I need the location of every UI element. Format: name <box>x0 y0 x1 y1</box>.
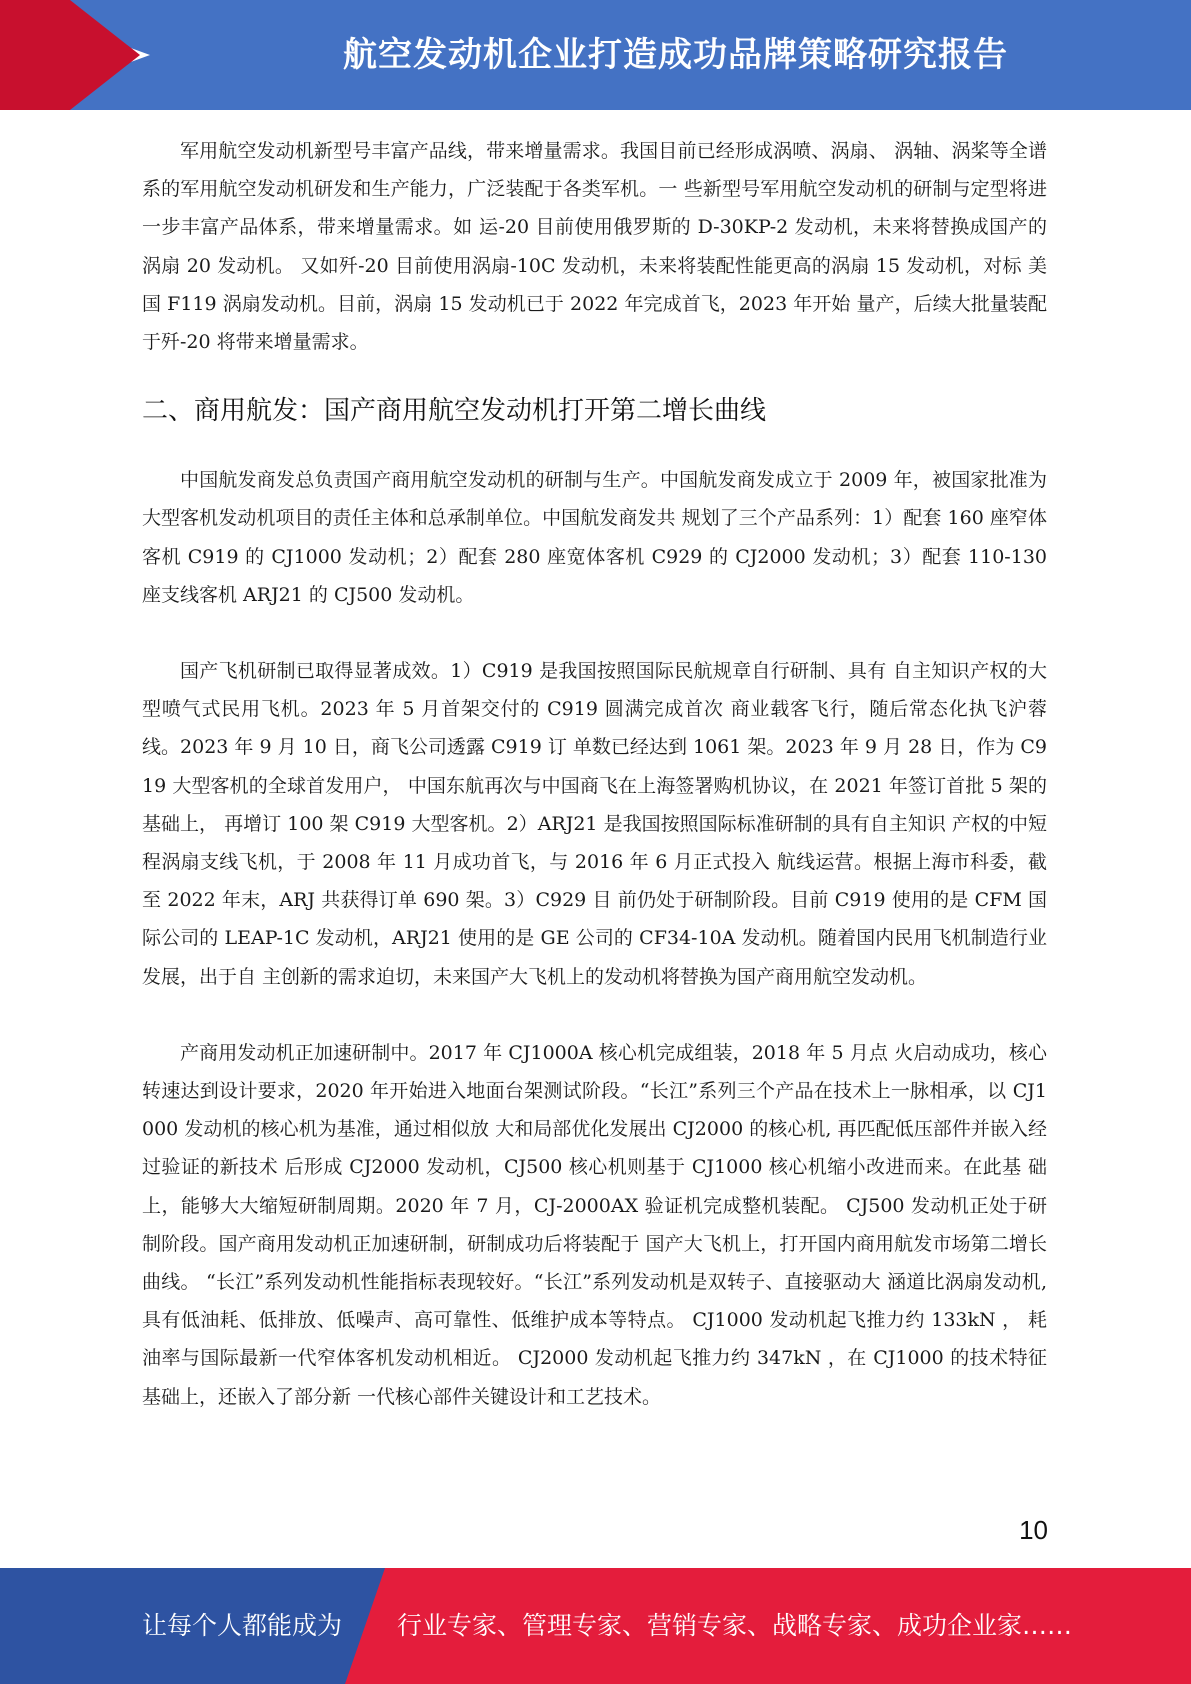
page-footer <box>0 1568 1191 1684</box>
page-number: 10 <box>1019 1515 1048 1545</box>
footer-slogan-right: 行业专家、管理专家、营销专家、战略专家、成功企业家…… <box>397 1611 1073 1640</box>
paragraph-domestic-aircraft: 国产飞机研制已取得显著成效。1）C919 是我国按照国际民航规章自行研制、具有 自主知识产权的大型喷气式民用飞机。2023 年 5 月首架交付的 C919 圆满完成首次 商业载客飞行，随后常态化执飞沪蓉线。2023 年 9 月 10 日，商飞公司透露 C919 订 单数已经达到 1061 架。2023 年 9 月 28 日，作为 C919 大型客机的全球首发用户， 中国东航再次与中国商飞在上海签署购机协议，在 2021 年签订首批 5 架的基础上， 再增订 100 架 C919 大型客机。2）ARJ21 是我国按照国际标准研制的具有自主知识 产权的中短程涡扇支线飞机，于 2008 年 11 月成功首飞，与 2016 年 6 月正式投入 航线运营。根据上海市科委，截至 2022 年末，ARJ 共获得订单 690 架。3）C929 目 前仍处于研制阶段。目前 C919 使用的是 CFM 国际公司的 LEAP-1C 发动机，ARJ21 使用的是 GE 公司的 CF34-10A 发动机。随着国内民用飞机制造行业发展，出于自 主创新的需求迫切，未来国产大飞机上的发动机将替换为国产商用航空发动机。 <box>142 660 1047 988</box>
footer-slogan-left: 让每个人都能成为 <box>142 1611 343 1640</box>
header-arrow-decoration <box>0 0 150 110</box>
section-heading: 二、商用航发：国产商用航空发动机打开第二增长曲线 <box>142 396 767 427</box>
page-header <box>0 0 1191 110</box>
main-content <box>142 132 1047 1416</box>
paragraph-military-engines: 军用航空发动机新型号丰富产品线，带来增量需求。我国目前已经形成涡喷、涡扇、 涡轴、涡桨等全谱系的军用航空发动机研发和生产能力，广泛装配于各类军机。一 些新型号军用航空发动机的研制与定型将进一步丰富产品体系，带来增量需求。如 运-20 目前使用俄罗斯的 D-30KP-2 发动机，未来将替换成国产的涡扇 20 发动机。 又如歼-20 目前使用涡扇-10C 发动机，未来将装配性能更高的涡扇 15 发动机，对标 美国 F119 涡扇发动机。目前，涡扇 15 发动机已于 2022 年完成首飞，2023 年开始 量产，后续大批量装配于歼-20 将带来增量需求。 <box>142 140 1047 354</box>
paragraph-aecc-commercial: 中国航发商发总负责国产商用航空发动机的研制与生产。中国航发商发成立于 2009 年，被国家批准为大型客机发动机项目的责任主体和总承制单位。中国航发商发共 规划了三个产品系列：1）配套 160 座窄体客机 C919 的 CJ1000 发动机；2）配套 280 座宽体客机 C929 的 CJ2000 发动机；3）配套 110-130 座支线客机 ARJ21 的 CJ500 发动机。 <box>142 469 1047 606</box>
report-title: 航空发动机企业打造成功品牌策略研究报告 <box>343 35 1008 75</box>
paragraph-engine-development: 产商用发动机正加速研制中。2017 年 CJ1000A 核心机完成组装，2018 年 5 月点 火启动成功，核心转速达到设计要求，2020 年开始进入地面台架测试阶段。“长江”系列三个产品在技术上一脉相承，以 CJ1000 发动机的核心机为基准，通过相似放 大和局部优化发展出 CJ2000 的核心机, 再匹配低压部件并嵌入经过验证的新技术 后形成 CJ2000 发动机，CJ500 核心机则基于 CJ1000 核心机缩小改进而来。在此基 础上，能够大大缩短研制周期。2020 年 7 月，CJ-2000AX 验证机完成整机装配。 CJ500 发动机正处于研制阶段。国产商用发动机正加速研制，研制成功后将装配于 国产大飞机上，打开国内商用航发市场第二增长曲线。 “长江”系列发动机性能指标表现较好。“长江”系列发动机是双转子、直接驱动大 涵道比涡扇发动机, 具有低油耗、低排放、低噪声、高可靠性、低维护成本等特点。 CJ1000 发动机起飞推力约 133kN ， 耗油率与国际最新一代窄体客机发动机相近。 CJ2000 发动机起飞推力约 347kN ，在 CJ1000 的技术特征基础上，还嵌入了部分新 一代核心部件关键设计和工艺技术。 <box>142 1041 1047 1408</box>
